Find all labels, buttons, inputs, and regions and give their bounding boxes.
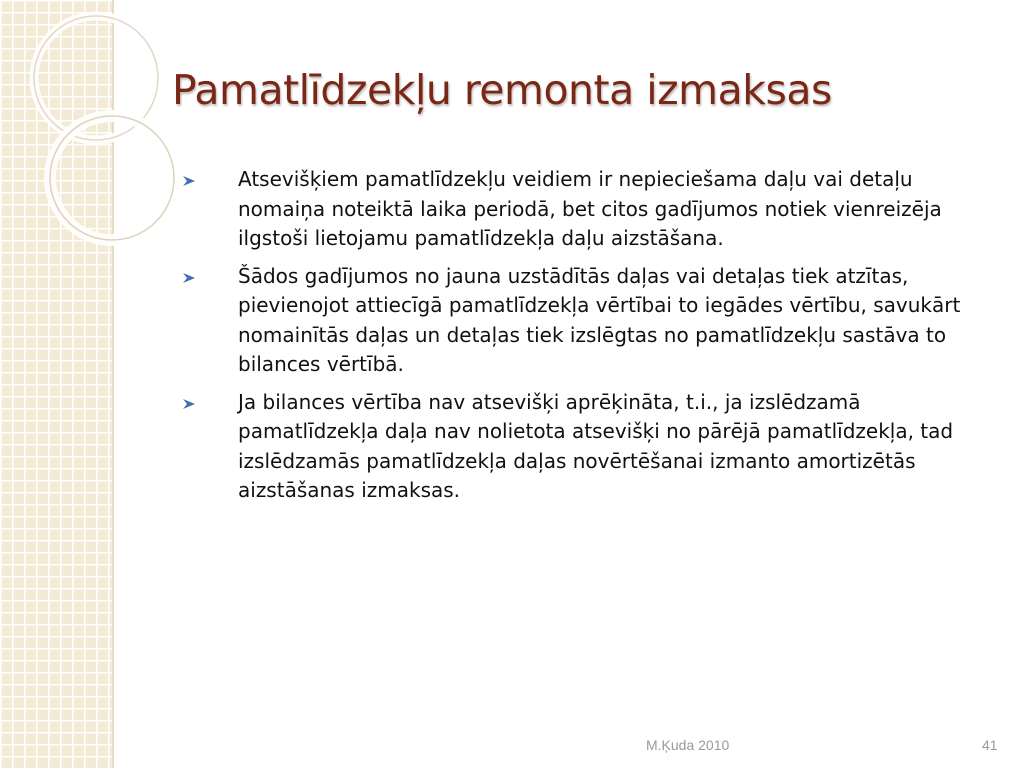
bullet-item <box>180 388 992 506</box>
bullet-text: Šādos gadījumos no jauna uzstādītās daļas vai detaļas tiek atzītas, pievienojot attiecīgā pamatlīdzekļa vērtībai to iegādes vērtību, savukārt nomainītās daļas un detaļas tiek izslēgtas no pamatlīdzekļu sastāva to bilances vērtībā. <box>238 263 961 376</box>
footer-author: M.Ķuda 2010 <box>646 737 730 753</box>
arrow-bullet-icon <box>182 175 196 187</box>
bullet-text: Ja bilances vērtība nav atsevišķi aprēķināta, t.i., ja izslēdzamā pamatlīdzekļa daļa nav nolietota atsevišķi no pārējā pamatlīdzekļa, tad izslēdzamās pamatlīdzekļa daļas novērtēšanai izmanto amortizētās aizstāšanas izmaksas. <box>238 389 954 502</box>
bullet-text: Atsevišķiem pamatlīdzekļu veidiem ir nepieciešama daļu vai detaļu nomaiņa noteiktā laika periodā, bet citos gadījumos notiek vienreizēja ilgstoši lietojamu pamatlīdzekļa daļu aizstāšana. <box>238 167 942 250</box>
bullet-list <box>180 165 992 514</box>
arrow-bullet-icon <box>182 272 196 284</box>
bullet-item <box>180 262 992 380</box>
decorative-circles-icon <box>0 0 130 260</box>
arrow-bullet-icon <box>182 398 196 410</box>
page-number: 41 <box>982 737 998 753</box>
bullet-item <box>180 165 992 254</box>
slide-title: Pamatlīdzekļu remonta izmaksas <box>172 66 832 114</box>
